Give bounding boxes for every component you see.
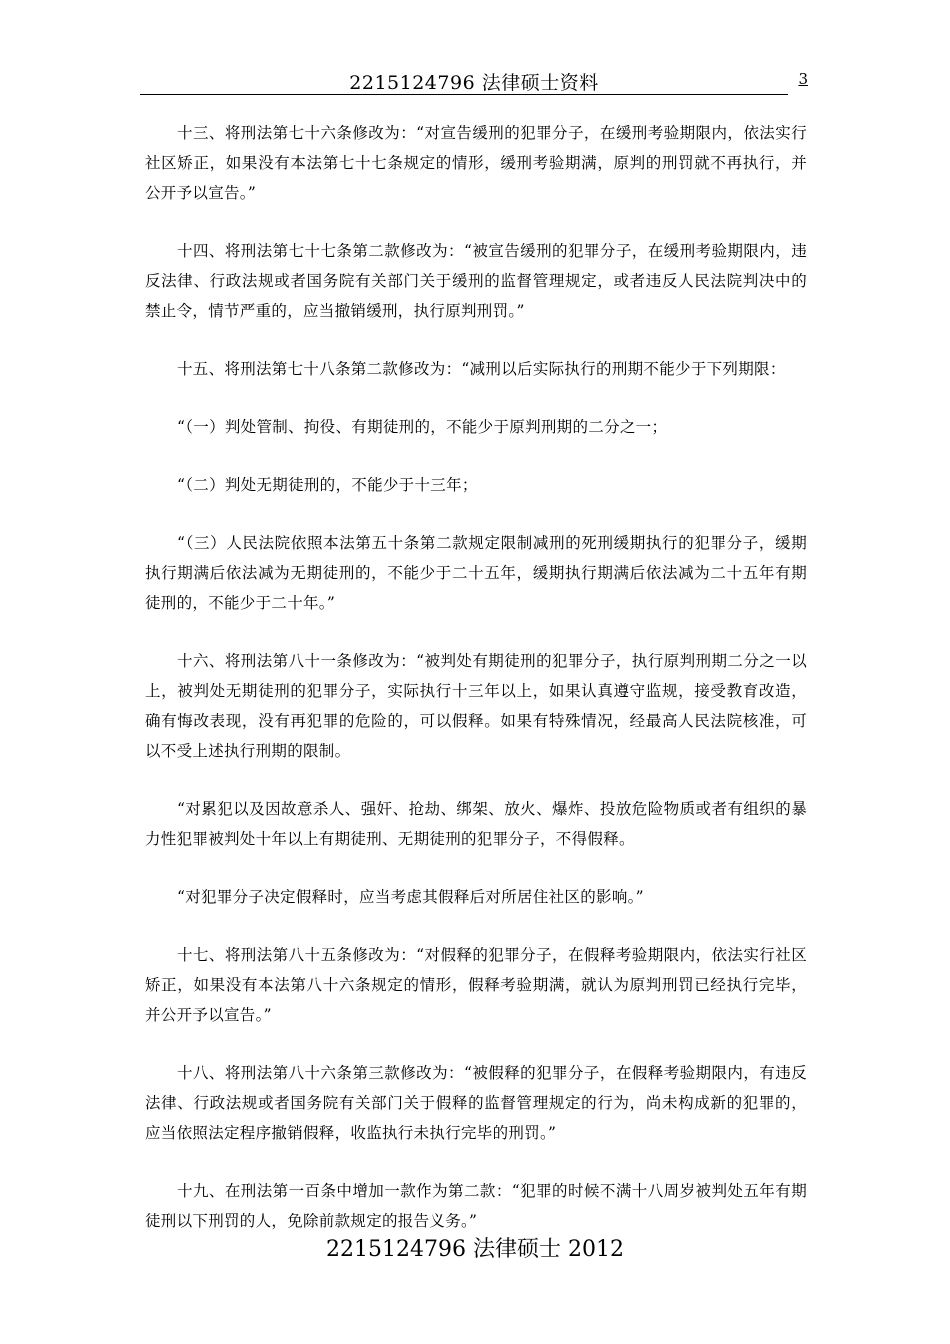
page-header: [140, 64, 808, 96]
paragraph-15-item-2: “（二）判处无期徒刑的，不能少于十三年；: [177, 476, 478, 494]
paragraph-18: 十八、将刑法第八十六条第三款修改为：“被假释的犯罪分子，在假释考验期限内，有违反法律、行政法规或者国务院有关部门关于假释的监督管理规定的行为，尚未构成新的犯罪的，应当依照法定程序撤销假释，收监执行未执行完毕的刑罚。”: [145, 1064, 807, 1142]
paragraph-16-clause-3: “对犯罪分子决定假释时，应当考虑其假释后对所居住社区的影响。”: [177, 888, 644, 906]
paragraph-16: 十六、将刑法第八十一条修改为：“被判处有期徒刑的犯罪分子，执行原判刑期二分之一以上，被判处无期徒刑的犯罪分子，实际执行十三年以上，如果认真遵守监规，接受教育改造，确有悔改表现，没有再犯罪的危险的，可以假释。如果有特殊情况，经最高人民法院核准，可以不受上述执行刑期的限制。: [145, 652, 807, 760]
paragraph-16-clause-2: “对累犯以及因故意杀人、强奸、抢劫、绑架、放火、爆炸、投放危险物质或者有组织的暴力性犯罪被判处十年以上有期徒刑、无期徒刑的犯罪分子，不得假释。: [145, 800, 807, 848]
page-number: 3: [798, 70, 808, 88]
header-title: 2215124796 法律硕士资料: [349, 72, 599, 94]
page-footer: 2215124796 法律硕士 2012: [326, 1237, 624, 1262]
paragraph-15: 十五、将刑法第七十八条第二款修改为：“减刑以后实际执行的刑期不能少于下列期限：: [177, 360, 786, 378]
paragraph-17: 十七、将刑法第八十五条修改为：“对假释的犯罪分子，在假释考验期限内，依法实行社区矫正，如果没有本法第八十六条规定的情形，假释考验期满，就认为原判刑罚已经执行完毕，并公开予以宣告。”: [145, 946, 807, 1024]
paragraph-15-item-3: “（三）人民法院依照本法第五十条第二款规定限制减刑的死刑缓期执行的犯罪分子，缓期执行期满后依法减为无期徒刑的，不能少于二十五年，缓期执行期满后依法减为二十五年有期徒刑的，不能少于二十年。”: [145, 534, 807, 612]
paragraph-13: 十三、将刑法第七十六条修改为：“对宣告缓刑的犯罪分子，在缓刑考验期限内，依法实行社区矫正，如果没有本法第七十七条规定的情形，缓刑考验期满，原判的刑罚就不再执行，并公开予以宣告。”: [145, 124, 807, 202]
paragraph-15-item-1: “（一）判处管制、拘役、有期徒刑的，不能少于原判刑期的二分之一；: [177, 418, 668, 436]
document-body: [145, 118, 807, 1236]
header-rule: [140, 94, 788, 95]
paragraph-14: 十四、将刑法第七十七条第二款修改为：“被宣告缓刑的犯罪分子，在缓刑考验期限内，违反法律、行政法规或者国务院有关部门关于缓刑的监督管理规定，或者违反人民法院判决中的禁止令，情节严重的，应当撤销缓刑，执行原判刑罚。”: [145, 242, 807, 320]
paragraph-19: 十九、在刑法第一百条中增加一款作为第二款：“犯罪的时候不满十八周岁被判处五年有期徒刑以下刑罚的人，免除前款规定的报告义务。”: [145, 1182, 807, 1230]
